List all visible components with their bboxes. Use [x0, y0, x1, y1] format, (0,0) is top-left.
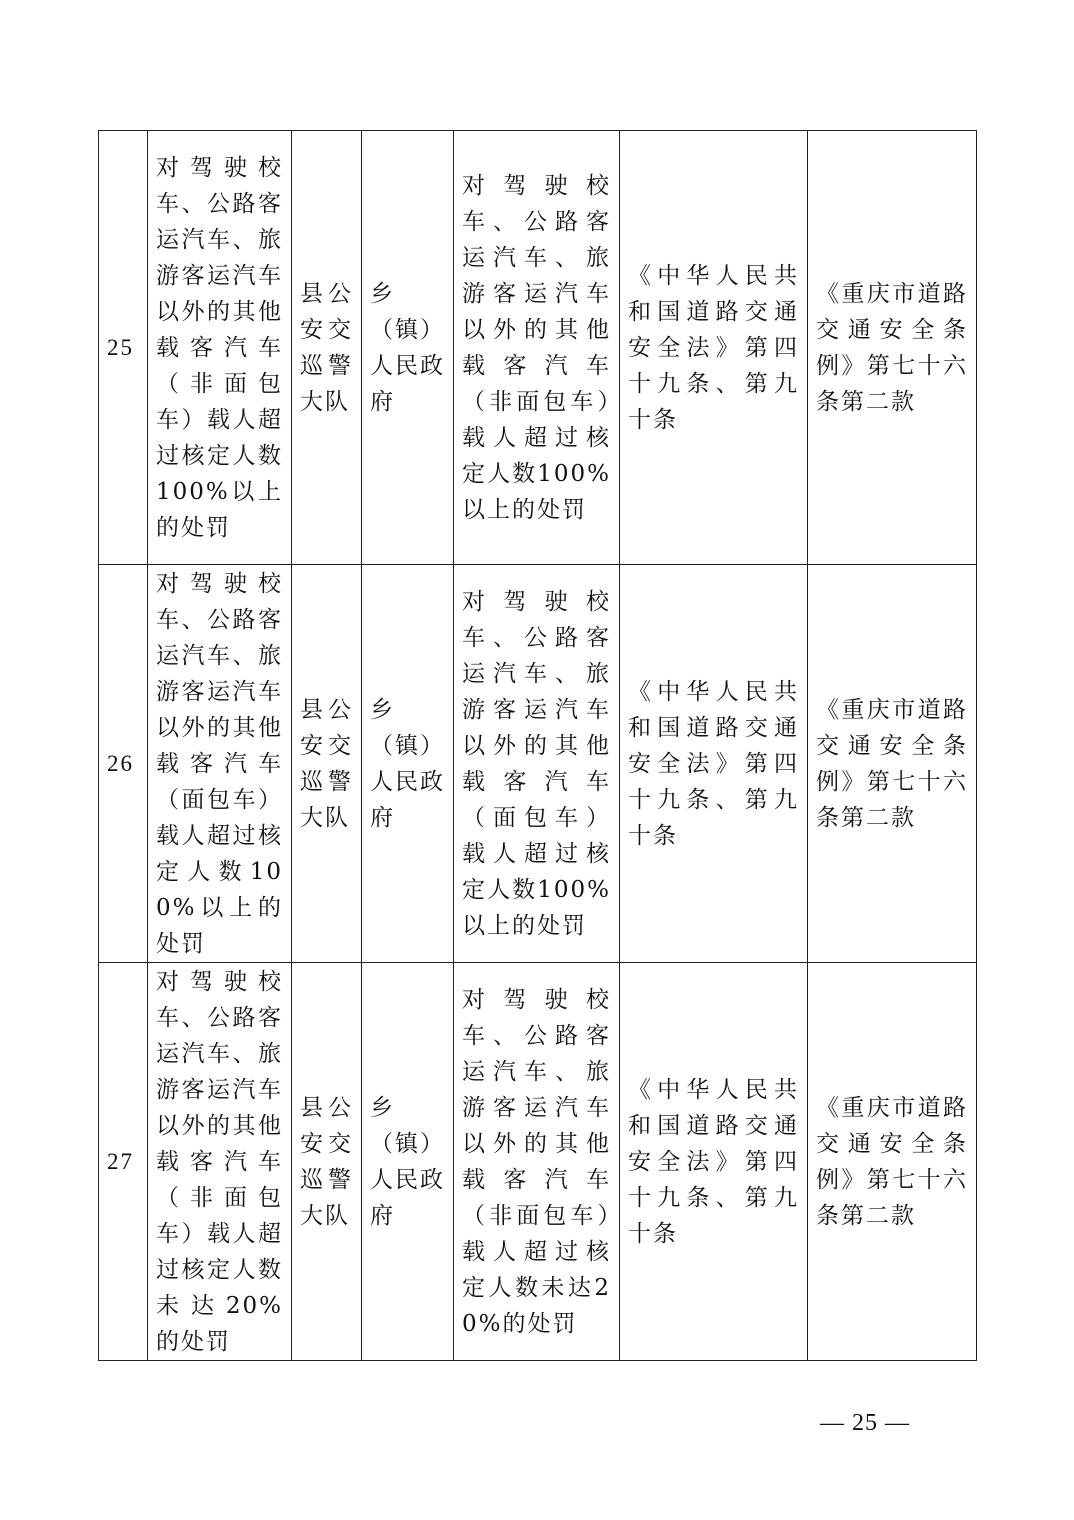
item-name-cell: 对驾驶校车、公路客运汽车、旅游客运汽车以外的其他载客汽车（面包车）载人超过核定人数100%以上的处罚 — [148, 565, 292, 963]
row-number: 25 — [99, 131, 148, 565]
authorized-body-cell: 乡（镇）人民政府 — [362, 131, 454, 565]
enforcer-cell: 县公安交巡警大队 — [292, 963, 362, 1361]
matter-cell: 对驾驶校车、公路客运汽车、旅游客运汽车以外的其他载客汽车（面包车）载人超过核定人数100%以上的处罚 — [454, 565, 620, 963]
authorized-body-cell: 乡（镇）人民政府 — [362, 565, 454, 963]
legal-basis-cell: 《中华人民共和国道路交通安全法》第四十九条、第九十条 — [620, 963, 808, 1361]
penalty-items-table — [98, 130, 977, 1361]
local-regulation-cell: 《重庆市道路交通安全条例》第七十六条第二款 — [808, 565, 977, 963]
item-name-cell: 对驾驶校车、公路客运汽车、旅游客运汽车以外的其他载客汽车（非面包车）载人超过核定人数未达20%的处罚 — [148, 963, 292, 1361]
table-row — [99, 565, 977, 963]
enforcer-cell: 县公安交巡警大队 — [292, 565, 362, 963]
authorized-body-cell: 乡（镇）人民政府 — [362, 963, 454, 1361]
local-regulation-cell: 《重庆市道路交通安全条例》第七十六条第二款 — [808, 131, 977, 565]
page-number: — 25 — — [820, 1410, 910, 1436]
enforcer-cell: 县公安交巡警大队 — [292, 131, 362, 565]
legal-basis-cell: 《中华人民共和国道路交通安全法》第四十九条、第九十条 — [620, 131, 808, 565]
item-name-cell: 对驾驶校车、公路客运汽车、旅游客运汽车以外的其他载客汽车（非面包车）载人超过核定人数100%以上的处罚 — [148, 131, 292, 565]
matter-cell: 对驾驶校车、公路客运汽车、旅游客运汽车以外的其他载客汽车（非面包车）载人超过核定人数100%以上的处罚 — [454, 131, 620, 565]
table-row — [99, 963, 977, 1361]
row-number: 26 — [99, 565, 148, 963]
row-number: 27 — [99, 963, 148, 1361]
table-row — [99, 131, 977, 565]
matter-cell: 对驾驶校车、公路客运汽车、旅游客运汽车以外的其他载客汽车（非面包车）载人超过核定人数未达20%的处罚 — [454, 963, 620, 1361]
local-regulation-cell: 《重庆市道路交通安全条例》第七十六条第二款 — [808, 963, 977, 1361]
legal-basis-cell: 《中华人民共和国道路交通安全法》第四十九条、第九十条 — [620, 565, 808, 963]
